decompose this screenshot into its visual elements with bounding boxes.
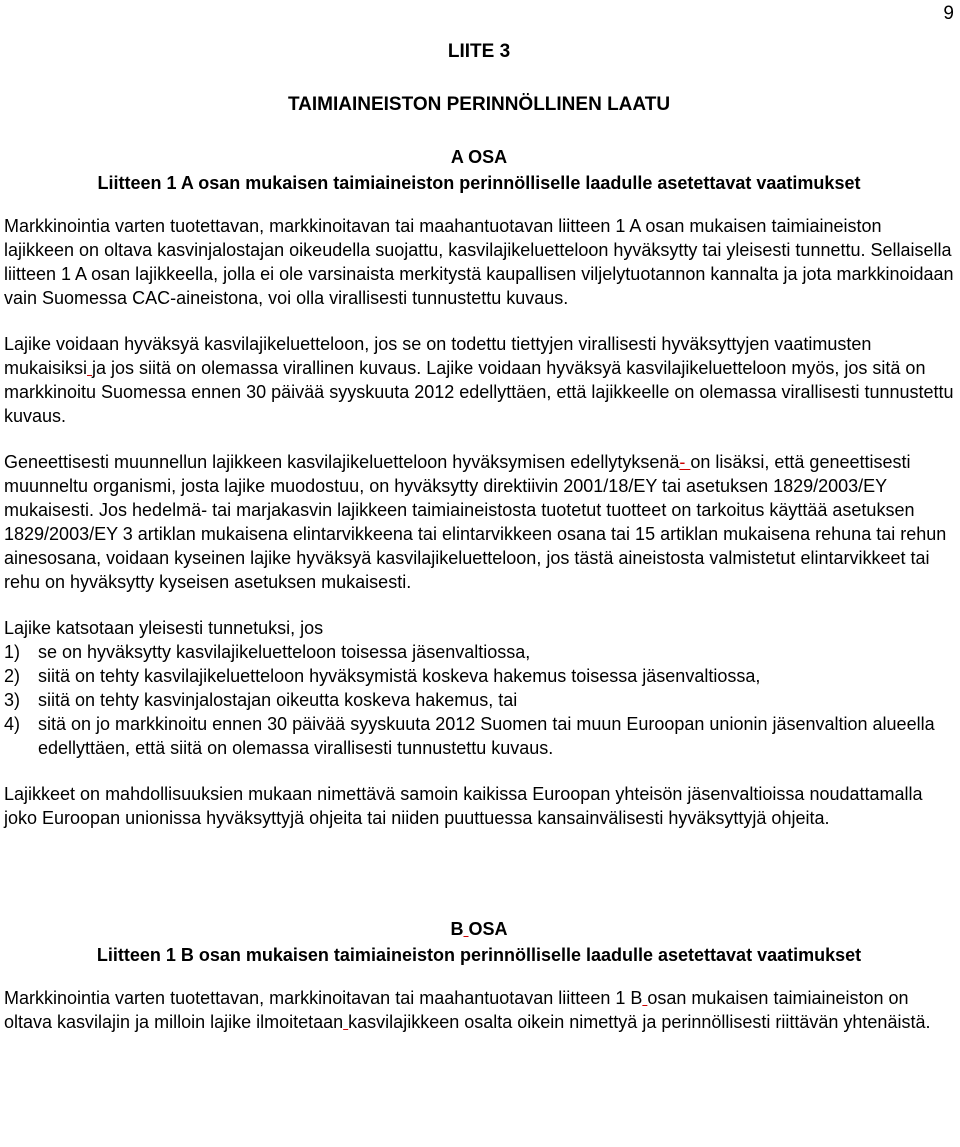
list-item-text: se on hyväksytty kasvilajikeluetteloon toisessa jäsenvaltiossa,	[38, 642, 531, 662]
list-item-number: 3)	[4, 690, 21, 710]
list-item-text: sitä on jo markkinoitu ennen 30 päivää syyskuuta 2012 Suomen tai muun Euroopan unionin jäsenvaltion alueella edellyttäen, että siitä on olemassa virallisesti tunnustettu kuvaus.	[38, 714, 935, 758]
part-b-heading-letter: B	[450, 919, 464, 939]
part-a-subheading: Liitteen 1 A osan mukaisen taimiaineiston perinnölliselle laadulle asetettavat vaatimukset	[97, 173, 861, 193]
paragraph-text: osan mukaisen taimiaineiston on oltava kasvilajin ja milloin lajike ilmoitetaan	[4, 988, 909, 1032]
document-page	[4, 38, 954, 1056]
list-intro: Lajike katsotaan yleisesti tunnetuksi, jos	[4, 618, 324, 638]
list-item	[4, 688, 954, 712]
part-b-heading	[4, 916, 954, 942]
paragraph-text: Lajike voidaan hyväksyä kasvilajikeluetteloon, jos se on todettu tiettyjen virallisesti hyväksyttyjen vaatimusten mukaisiksi	[4, 334, 872, 378]
list-item-number: 2)	[4, 666, 21, 686]
page-number: 9	[943, 3, 954, 24]
paragraph-text: Markkinointia varten tuotettavan, markkinoitavan tai maahantuotavan liitteen 1 B	[4, 988, 643, 1008]
list-item	[4, 712, 954, 760]
list-item-number: 1)	[4, 642, 21, 662]
section-spacer	[4, 852, 954, 916]
appendix-subtitle: TAIMIAINEISTON PERINNÖLLINEN LAATU	[287, 94, 671, 115]
part-a-paragraph-2	[4, 332, 954, 428]
revision-mark: -	[679, 452, 691, 472]
appendix-title: LIITE 3	[447, 41, 511, 62]
list-item	[4, 664, 954, 688]
list-item-text: siitä on tehty kasvilajikeluetteloon hyväksymistä koskeva hakemus toisessa jäsenvaltiossa,	[38, 666, 761, 686]
list-item-text: siitä on tehty kasvinjalostajan oikeutta koskeva hakemus, tai	[38, 690, 518, 710]
list-item-number: 4)	[4, 714, 21, 734]
part-b-paragraph-1	[4, 986, 954, 1034]
paragraph-text: Geneettisesti muunnellun lajikkeen kasvilajikeluetteloon hyväksymisen edellytyksenä	[4, 452, 680, 472]
paragraph-text: kasvilajikkeen osalta oikein nimettyä ja perinnöllisesti riittävän yhtenäistä.	[348, 1012, 931, 1032]
part-a-paragraph-4: Lajikkeet on mahdollisuuksien mukaan nimettävä samoin kaikissa Euroopan yhteisön jäsenvaltioissa noudattamalla joko Euroopan unionissa hyväksyttyjä ohjeita tai niiden puuttuessa kansainvälisesti hyväksyttyjä ohjeita.	[4, 784, 923, 828]
list-item	[4, 640, 954, 664]
paragraph-text: on lisäksi, että geneettisesti muunneltu organismi, josta lajike muodostuu, on hyväksytty direktiivin 2001/18/EY tai asetuksen 1829/2003/EY mukaisesti. Jos hedelmä- tai marjakasvin lajikkeen taimiaineistosta tuotetut tuotteet on tarkoitus käyttää asetuksen 1829/2003/EY 3 artiklan mukaisena elintarvikkeena tai elintarvikkeen osana tai 15 artiklan mukaisena rehuna tai rehun ainesosana, voidaan kyseinen lajike hyväksyä kasvilajikeluetteloon, jos tästä aineistosta valmistetut elintarvikkeet tai rehu on hyväksytty kyseisen asetuksen mukaisesti.	[4, 452, 947, 592]
part-b-heading-word: OSA	[468, 919, 508, 939]
part-a-paragraph-3	[4, 450, 954, 594]
paragraph-text: ja jos siitä on olemassa virallinen kuvaus. Lajike voidaan hyväksyä kasvilajikeluetteloon myös, jos sitä on markkinoitu Suomessa ennen 30 päivää syyskuuta 2012 edellyttäen, että lajikkeelle on olemassa virallisesti tunnustettu kuvaus.	[4, 358, 954, 426]
part-a-heading: A OSA	[450, 147, 508, 167]
part-b-subheading: Liitteen 1 B osan mukaisen taimiaineiston perinnölliselle laadulle asetettavat vaatimukset	[96, 945, 862, 965]
criteria-list	[4, 640, 954, 760]
part-a-paragraph-1: Markkinointia varten tuotettavan, markkinoitavan tai maahantuotavan liitteen 1 A osan mukaisen taimiaineiston lajikkeen on oltava kasvinjalostajan oikeudella suojattu, kasvilajikeluetteloon hyväksytty tai yleisesti tunnettu. Sellaisella liitteen 1 A osan lajikkeella, jolla ei ole varsinaista merkitystä kaupallisen viljelytuotannon kannalta ja jota markkinoidaan vain Suomessa CAC-aineistona, voi olla virallisesti tunnustettu kuvaus.	[4, 216, 954, 308]
